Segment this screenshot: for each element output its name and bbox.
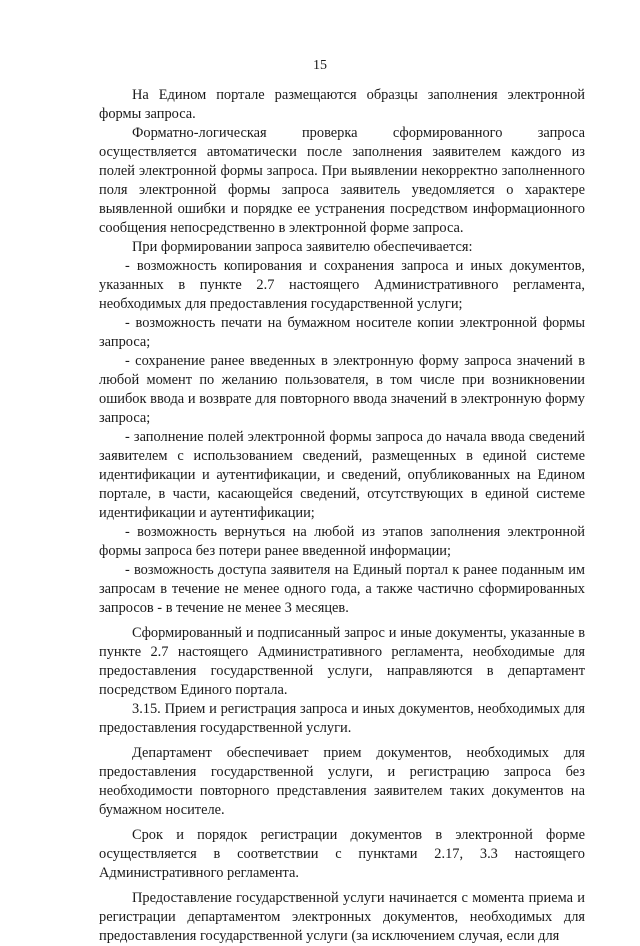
paragraph: При формировании запроса заявителю обеспечивается:: [132, 239, 473, 255]
list-item: - возможность вернуться на любой из этапов заполнения электронной формы запроса без потери ранее введенной информации;: [99, 524, 585, 559]
list-item: - сохранение ранее введенных в электронную форму запроса значений в любой момент по желанию пользователя, в том числе при возникновении ошибок ввода и возврате для повторного ввода значений в электронную форму запроса;: [99, 353, 585, 426]
list-item: - возможность доступа заявителя на Единый портал к ранее поданным им запросам в течение не менее одного года, а также частично сформированных запросов - в течение не менее 3 месяцев.: [99, 562, 585, 616]
paragraph: Форматно-логическая проверка сформированного запроса осуществляется автоматически после заполнения заявителем каждого из полей электронной формы запроса. При выявлении некорректно заполненного поля электронной формы запроса заявитель уведомляется о характере выявленной ошибки и порядке ее устранения посредством информационного сообщения непосредственно в электронной форме запроса.: [99, 125, 585, 236]
list-item: - возможность печати на бумажном носителе копии электронной формы запроса;: [99, 315, 585, 350]
section-heading: 3.15. Прием и регистрация запроса и иных документов, необходимых для предоставления государственной услуги.: [99, 701, 585, 736]
page-number: 15: [313, 58, 327, 73]
document-body: [99, 86, 585, 946]
paragraph: Срок и порядок регистрации документов в электронной форме осуществляется в соответствии с пунктами 2.17, 3.3 настоящего Административного регламента.: [99, 827, 585, 881]
paragraph: Предоставление государственной услуги начинается с момента приема и регистрации департаментом электронных документов, необходимых для предоставления государственной услуги (за исключением случая, если для: [99, 890, 585, 944]
paragraph: На Едином портале размещаются образцы заполнения электронной формы запроса.: [99, 87, 585, 122]
paragraph: Сформированный и подписанный запрос и иные документы, указанные в пункте 2.7 настоящего Административного регламента, необходимые для предоставления государственной услуги, направляются в департамент посредством Единого портала.: [99, 625, 585, 698]
list-item: - возможность копирования и сохранения запроса и иных документов, указанных в пункте 2.7 настоящего Административного регламента, необходимых для предоставления государственной услуги;: [99, 258, 585, 312]
list-item: - заполнение полей электронной формы запроса до начала ввода сведений заявителем с использованием сведений, размещенных в единой системе идентификации и аутентификации, и сведений, опубликованных на Едином портале, в части, касающейся сведений, отсутствующих в единой системе идентификации и аутентификации;: [99, 429, 585, 521]
paragraph: Департамент обеспечивает прием документов, необходимых для предоставления государственной услуги, и регистрацию запроса без необходимости повторного представления заявителем таких документов на бумажном носителе.: [99, 745, 585, 818]
